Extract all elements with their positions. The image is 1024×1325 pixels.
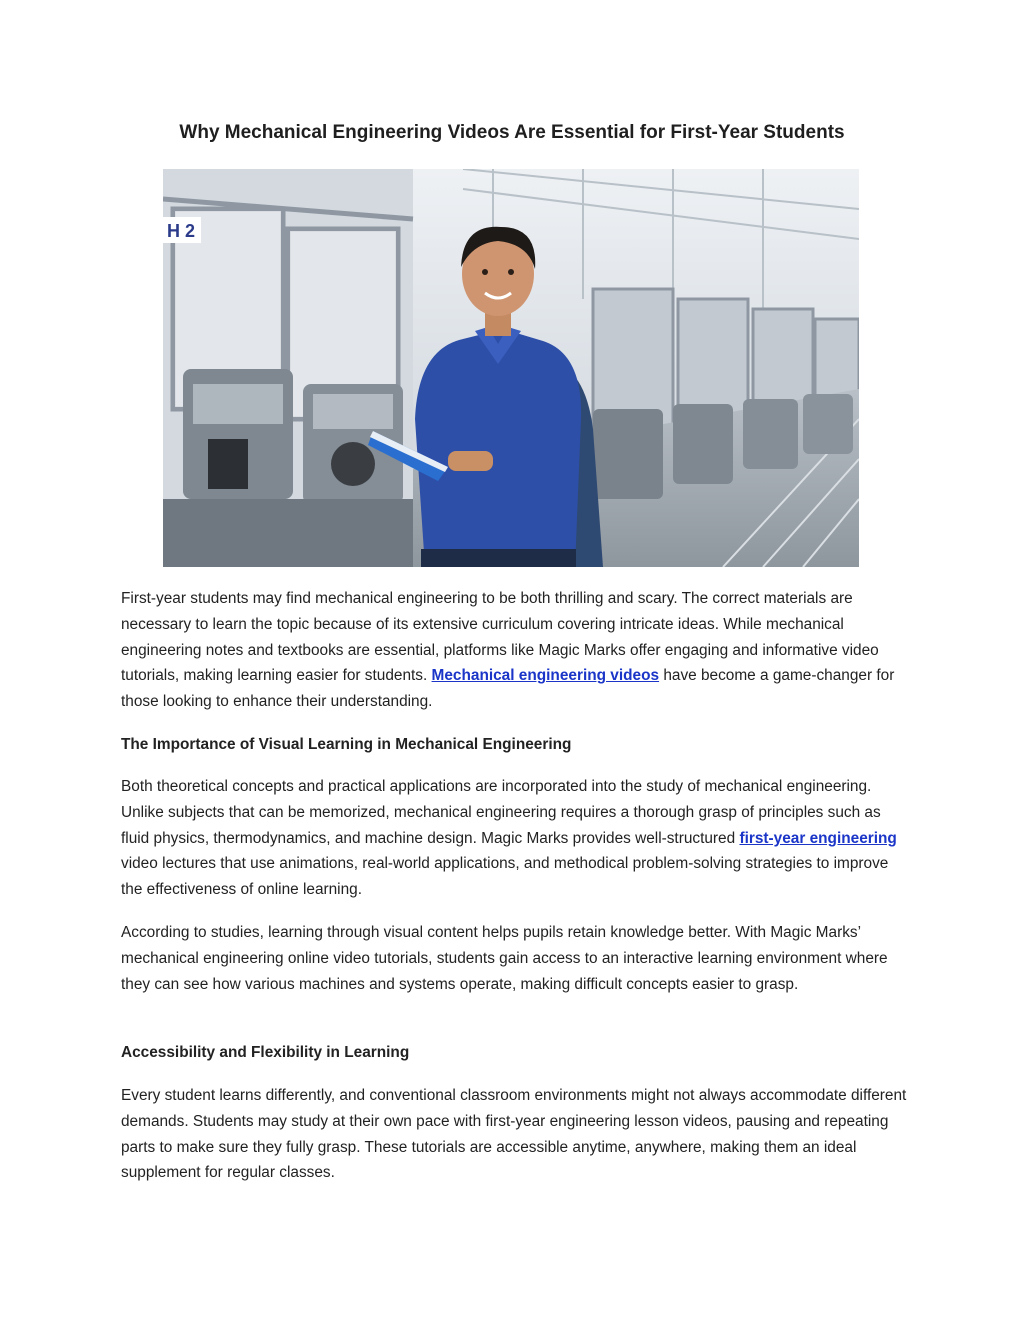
hero-photo	[163, 169, 859, 567]
intro-paragraph	[121, 586, 911, 715]
section2-heading: Accessibility and Flexibility in Learning	[121, 1044, 410, 1061]
section1-heading: The Importance of Visual Learning in Mechanical Engineering	[121, 736, 572, 753]
intro-text-after-link: have become a game-changer for those looking to enhance their understanding.	[121, 667, 895, 711]
factory-student-image	[163, 169, 859, 567]
intro-text-before-link: First-year students may find mechanical engineering to be both thrilling and scary. The correct materials are necessary to learn the topic because of its extensive curriculum covering intricate ideas. While mechanical engineering notes and textbooks are essential, platforms like Magic Marks offer engaging and informative video tutorials, making learning easier for students.	[121, 590, 879, 685]
section1-paragraph2: According to studies, learning through visual content helps pupils retain knowledge better. With Magic Marks’ mechanical engineering online video tutorials, students gain access to an interactive learning environment where they can see how various machines and systems operate, making difficult concepts easier to grasp.	[121, 924, 888, 993]
page-title: Why Mechanical Engineering Videos Are Essential for First-Year Students	[179, 122, 845, 143]
sign-text: H 2	[167, 221, 196, 241]
first-year-engineering-link[interactable]: first-year engineering	[739, 829, 897, 847]
section2-paragraph1: Every student learns differently, and conventional classroom environments might not always accommodate different demands. Students may study at their own pace with first-year engineering lesson videos, pausing and repeating parts to make sure they fully grasp. These tutorials are accessible anytime, anywhere, making them an ideal supplement for regular classes.	[121, 1087, 907, 1182]
mechanical-engineering-videos-link[interactable]: Mechanical engineering videos	[431, 667, 660, 685]
section1-paragraph1	[121, 774, 911, 903]
section1-text-after-link: video lectures that use animations, real-world applications, and methodical problem-solving strategies to improve the effectiveness of online learning.	[121, 855, 889, 899]
section1-text-before-link: Both theoretical concepts and practical applications are incorporated into the study of mechanical engineering. Unlike subjects that can be memorized, mechanical engineering requires a thorough grasp of principles such as fluid physics, thermodynamics, and machine design. Magic Marks provides well-structured	[121, 778, 881, 847]
